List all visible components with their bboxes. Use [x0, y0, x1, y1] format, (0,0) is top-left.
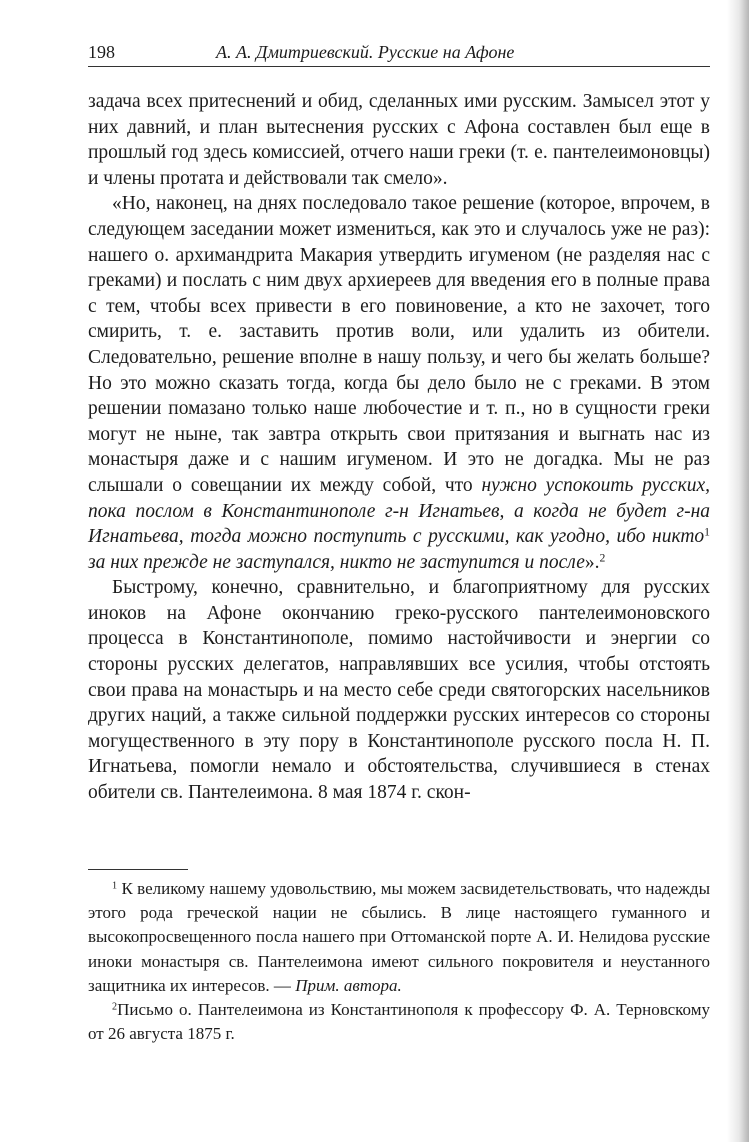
paragraph-2-italic-quote-a: нужно успокоить русских, пока послом в Константинополе г-н Игнатьев, а когда не будет г-на Игнатьева, тогда можно поступить с русскими, как угодно, ибо никто: [88, 474, 710, 548]
footnote-ref-2[interactable]: 2: [599, 551, 606, 565]
footnote-1-text: К великому нашему удовольствию, мы можем засвидетельствовать, что надежды этого рода греческой нации не сбылись. В лице настоящего гуманного и высокопросвещенного посла нашего при Оттоманской порте А. И. Нелидова русские иноки монастыря св. Пантелеимона имеют сильного покровителя и неустанного защитника их интересов. —: [88, 879, 710, 995]
footnote-separator: [88, 869, 188, 870]
page-header: [88, 40, 710, 67]
page-edge-shadow: [727, 0, 749, 1142]
paragraph-1: задача всех притеснений и обид, сделанных ими русским. Замысел этот у них давний, и план вытеснения русских с Афона составлен был еще в прошлый год здесь комиссией, отчего наши греки (т. е. пантелеимоновцы) и члены протата и действовали так смело».: [88, 91, 710, 189]
paragraph-3: Быстрому, конечно, сравнительно, и благоприятному для русских иноков на Афоне окончанию греко-русского пантелеимоновского процесса в Константинополе, помимо настойчивости и энергии со стороны русских делегатов, направлявших все усилия, чтобы отстоять свои права на монастырь и на место себе среди святогорских насельников других наций, а также сильной поддержки русских интересов со стороны могущественного в эту пору в Константинополе русского посла Н. П. Игнатьева, помогли немало и обстоятельства, случившиеся в стенах обители св. Пантелеимона. 8 мая 1874 г. скон-: [88, 577, 710, 804]
footnotes: [88, 877, 710, 1046]
main-text: [88, 89, 710, 806]
footnote-1-author-note: Прим. автора.: [295, 975, 402, 995]
running-title: А. А. Дмитриевский. Русские на Афоне: [216, 42, 515, 62]
footnote-2-text: Письмо о. Пантелеимона из Константинополя к профессору Ф. А. Терновскому от 26 августа 1875 г.: [88, 1000, 710, 1044]
footnote-2-number: 2: [112, 1001, 118, 1013]
paragraph-2-closing: ».: [584, 551, 600, 573]
paragraph-2-text: «Но, наконец, на днях последовало такое решение (которое, впрочем, в следующем заседании может измениться, как это и случалось уже не раз): нашего о. архимандрита Макария утвердить игуменом (не разделяя нас с греками) и послать с ним двух архиереев для введения его в полные права с тем, чтобы всех привести в его повиновение, а кто не захочет, того смирить, т. е. заставить против воли, или удалить из обители. Следовательно, решение вполне в нашу пользу, и чего бы желать больше? Но это можно сказать тогда, когда бы дело было не с греками. В этом решении помазано только наше любочестие и т. п., но в сущности греки могут не ныне, так завтра открыть свои притязания и выгнать нас из монастыря даже и с нашим игуменом. И это не догадка. Мы не раз слышали о совещании их между собой, что: [88, 193, 710, 496]
footnote-1: [88, 877, 710, 998]
footnote-1-number: 1: [112, 880, 118, 892]
paragraph-2: [88, 191, 710, 575]
footnote-2: [88, 998, 710, 1046]
page-number: 198: [88, 42, 115, 62]
paragraph-2-italic-quote-b: за них прежде не заступался, никто не заступится и после: [88, 551, 585, 573]
footnote-ref-1[interactable]: 1: [704, 525, 710, 539]
